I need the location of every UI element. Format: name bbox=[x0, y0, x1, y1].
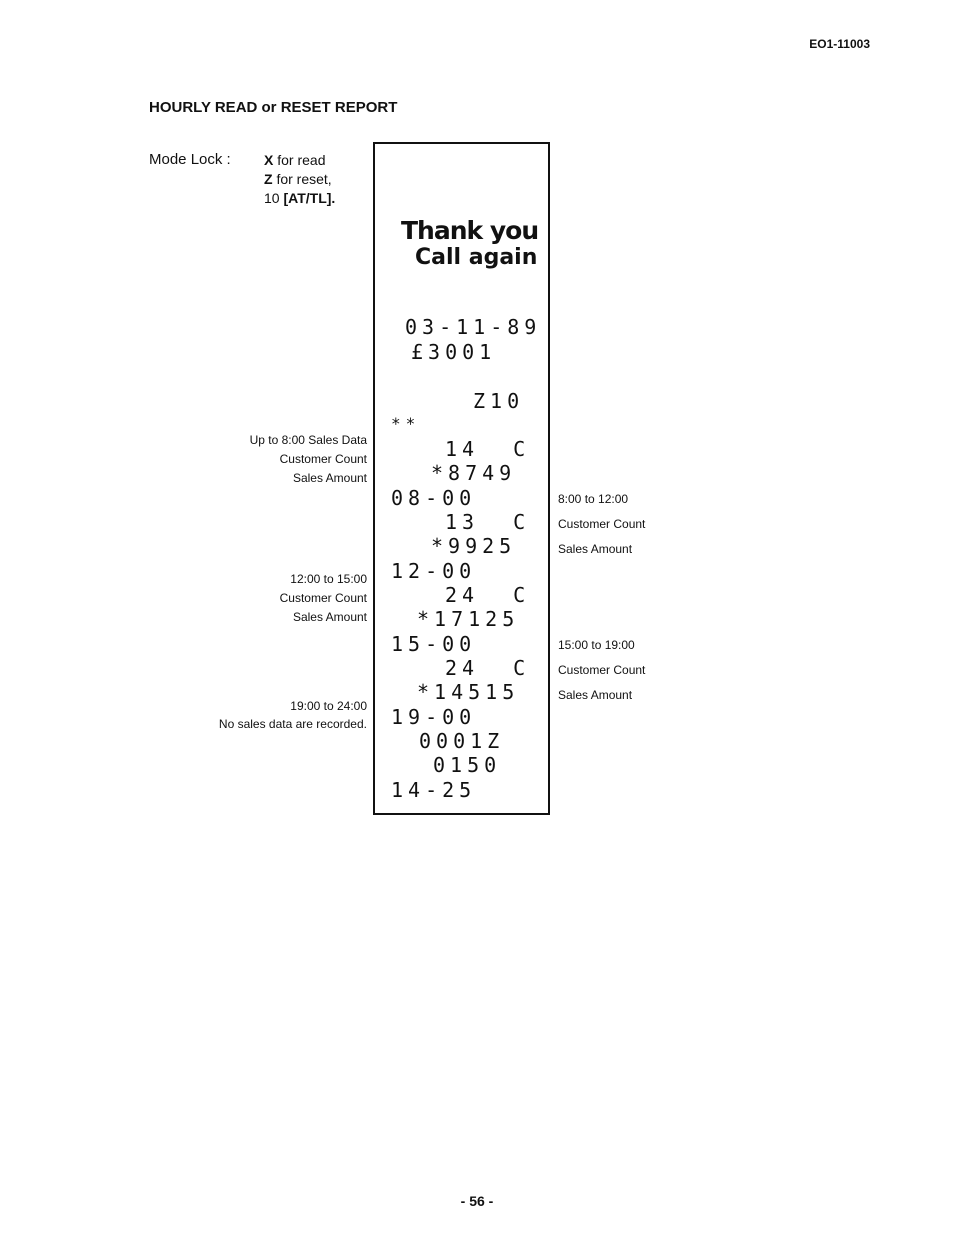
receipt-row: 13 C bbox=[445, 510, 531, 534]
annotation-line: Customer Count bbox=[279, 452, 367, 466]
receipt-mode: Z10 bbox=[473, 389, 525, 413]
receipt-row: *14515 bbox=[417, 680, 520, 704]
annotation-up-to-8 bbox=[250, 431, 367, 488]
receipt-date: 03-11-89 bbox=[405, 315, 542, 339]
annotation-line: Customer Count bbox=[279, 591, 367, 605]
receipt-row: 14-25 bbox=[391, 778, 477, 802]
annotation-line: Sales Amount bbox=[292, 471, 367, 485]
page-number: - 56 - bbox=[460, 1193, 494, 1209]
receipt-stars: ** bbox=[391, 414, 421, 433]
annotation-line: Sales Amount bbox=[558, 688, 633, 702]
mode-key-attl: [AT/TL]. bbox=[283, 190, 336, 206]
receipt-row: 12-00 bbox=[391, 559, 477, 583]
receipt-row: 0001Z bbox=[419, 729, 505, 753]
annotation-line: 8:00 to 12:00 bbox=[558, 492, 629, 506]
annotation-12-to-15 bbox=[280, 570, 367, 627]
receipt-row: *17125 bbox=[417, 607, 520, 631]
receipt-row: 0150 bbox=[433, 753, 502, 777]
annotation-19-to-24 bbox=[219, 697, 367, 733]
mode-key-z: Z bbox=[264, 171, 273, 187]
mode-number: 10 bbox=[264, 190, 284, 206]
receipt-consecutive-number: £3001 bbox=[411, 340, 497, 364]
mode-key-x: X bbox=[264, 152, 274, 168]
annotation-line: 12:00 to 15:00 bbox=[290, 572, 367, 586]
annotation-line: Up to 8:00 Sales Data bbox=[249, 433, 367, 447]
receipt-row: *9925 bbox=[431, 534, 517, 558]
annotation-line: Sales Amount bbox=[292, 610, 367, 624]
receipt-row: 24 C bbox=[445, 656, 531, 680]
annotation-line: Customer Count bbox=[558, 517, 646, 531]
receipt-row: 24 C bbox=[445, 583, 531, 607]
mode-text-reset: for reset, bbox=[272, 171, 332, 187]
receipt-row: 19-00 bbox=[391, 705, 477, 729]
receipt-row: 14 C bbox=[445, 437, 531, 461]
document-id: EO1-11003 bbox=[809, 37, 870, 51]
annotation-line: Sales Amount bbox=[558, 542, 633, 556]
receipt-thanks-line1: Thank you bbox=[401, 216, 539, 245]
receipt-thanks-line2: Call again bbox=[415, 245, 538, 270]
receipt-row: 08-00 bbox=[391, 486, 477, 510]
receipt-row: 15-00 bbox=[391, 632, 477, 656]
receipt-printout bbox=[373, 142, 550, 815]
receipt-row: *8749 bbox=[431, 461, 517, 485]
annotation-line: 15:00 to 19:00 bbox=[558, 638, 635, 652]
mode-lock-instructions bbox=[264, 151, 335, 208]
annotation-8-to-12 bbox=[558, 487, 645, 562]
annotation-line: Customer Count bbox=[558, 663, 646, 677]
annotation-line: No sales data are recorded. bbox=[218, 717, 367, 731]
annotation-line: 19:00 to 24:00 bbox=[290, 699, 367, 713]
mode-text-read: for read bbox=[273, 152, 326, 168]
mode-lock-label: Mode Lock : bbox=[149, 151, 231, 168]
annotation-15-to-19 bbox=[558, 633, 645, 708]
report-title: HOURLY READ or RESET REPORT bbox=[149, 99, 398, 116]
